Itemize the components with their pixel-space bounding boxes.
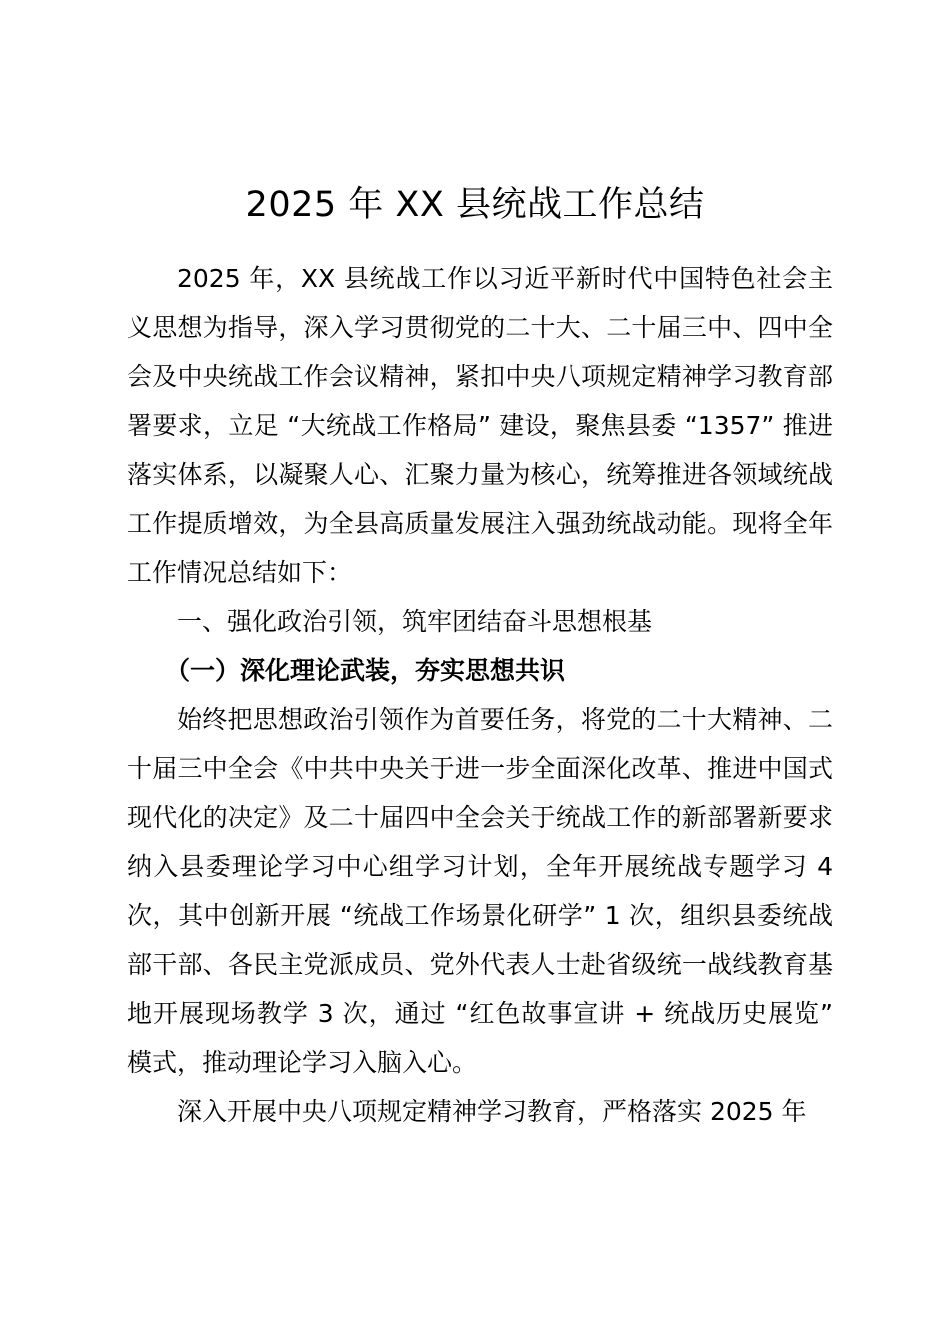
section-heading-1: 一、强化政治引领，筑牢团结奋斗思想根基: [177, 607, 653, 636]
document-body: [127, 254, 833, 1136]
intro-paragraph: 2025 年，XX 县统战工作以习近平新时代中国特色社会主义思想为指导，深入学习贯彻党的二十大、二十届三中、四中全会及中央统战工作会议精神，紧扣中央八项规定精神学习教育部署要求，立足 “大统战工作格局” 建设，聚焦县委 “1357” 推进落实体系，以凝聚人心、汇聚力量为核心，统筹推进各领域统战工作提质增效，为全县高质量发展注入强劲统战动能。现将全年工作情况总结如下：: [127, 264, 833, 587]
body-paragraph-1: 始终把思想政治引领作为首要任务，将党的二十大精神、二十届三中全会《中共中央关于进一步全面深化改革、推进中国式现代化的决定》及二十届四中全会关于统战工作的新部署新要求纳入县委理论学习中心组学习计划，全年开展统战专题学习 4 次，其中创新开展 “统战工作场景化研学” 1 次，组织县委统战部干部、各民主党派成员、党外代表人士赴省级统一战线教育基地开展现场教学 3 次，通过 “红色故事宣讲 + 统战历史展览” 模式，推动理论学习入脑入心。: [127, 705, 833, 1077]
document-title: 2025 年 XX 县统战工作总结: [245, 185, 705, 225]
subsection-heading-1: （一）深化理论武装，夯实思想共识: [165, 656, 566, 685]
body-paragraph-2: 深入开展中央八项规定精神学习教育，严格落实 2025 年: [177, 1097, 807, 1126]
